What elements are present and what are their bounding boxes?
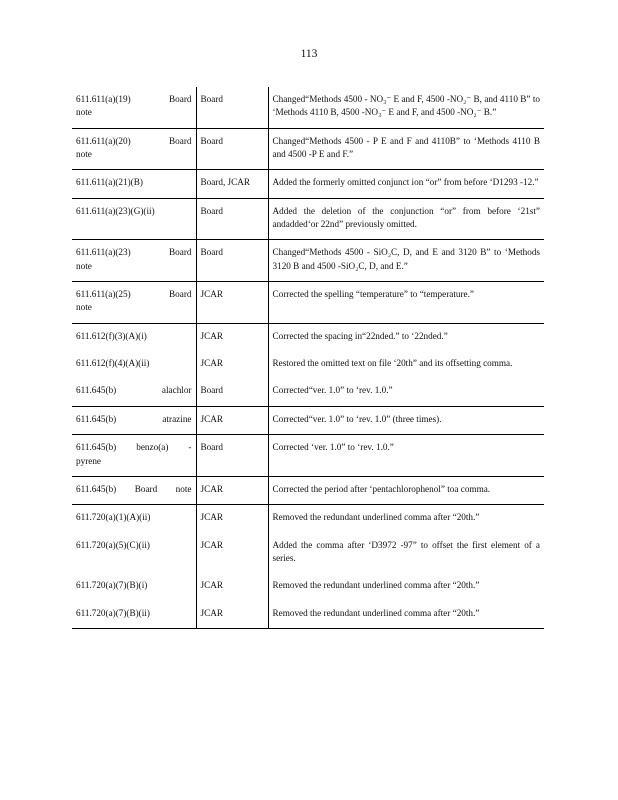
section-cell: 611.611(a)(21)(B): [72, 170, 196, 198]
table-row: [72, 87, 544, 128]
change-cell: Restored the omitted text on file ‘20th” and its offsetting comma.: [268, 351, 544, 378]
change-cell: Changed“Methods 4500 - NO₃⁻ E and F, 4500 -NO₂⁻ B, and 4110 B” to ‘Methods 4110 B, 4500 -NO₃⁻ E and F, and 4500 -NO₂⁻ B.”: [268, 87, 544, 128]
change-cell: Corrected“ver. 1.0” to ‘rev. 1.0.”: [268, 378, 544, 406]
change-cell: Removed the redundant underlined comma after “20th.”: [268, 601, 544, 629]
section-cell: 611.611(a)(23)(G)(ii): [72, 198, 196, 240]
section-cell: 611.612(f)(3)(A)(i): [76, 330, 147, 341]
section-cell: 611.645(b) benzo(a) - pyrene: [72, 435, 196, 477]
table-row: [72, 240, 544, 282]
authority-cell: Board: [196, 198, 268, 240]
table-row: [72, 435, 544, 477]
authority-cell: JCAR: [196, 406, 268, 434]
change-cell: Corrected“ver. 1.0” to ‘rev. 1.0” (three times).: [268, 406, 544, 434]
authority-cell: Board: [196, 240, 268, 282]
authority-cell: Board: [196, 378, 268, 406]
table-row: [72, 601, 544, 629]
table-row: [72, 573, 544, 600]
authority-cell: JCAR: [196, 601, 268, 629]
section-cell: 611.645(b) atrazine: [72, 406, 196, 434]
authority-cell: JCAR: [196, 351, 268, 378]
section-cell: 611.611(a)(19) Board note: [72, 87, 196, 128]
section-cell: 611.720(a)(7)(B)(i): [76, 580, 148, 591]
section-cell: 611.611(a)(20) Board note: [72, 128, 196, 170]
table-row: [72, 198, 544, 240]
change-cell: Corrected the spelling “temperature” to “temperature.”: [268, 282, 544, 324]
table-row: [72, 323, 544, 351]
table-row: [72, 406, 544, 434]
section-cell: 611.720(a)(5)(C)(ii): [76, 539, 150, 550]
authority-cell: Board: [196, 435, 268, 477]
table-row: [72, 170, 544, 198]
change-cell: Removed the redundant underlined comma after “20th.”: [268, 505, 544, 533]
authority-cell: JCAR: [196, 323, 268, 351]
change-cell: Corrected the period after ‘pentachlorophenol” toa comma.: [268, 476, 544, 504]
table-row: [72, 351, 544, 378]
table-row: [72, 282, 544, 324]
section-cell: 611.611(a)(25) Board note: [72, 282, 196, 324]
authority-cell: Board: [196, 87, 268, 128]
section-cell: 611.612(f)(4)(A)(ii): [76, 358, 150, 369]
section-cell: 611.720(a)(7)(B)(ii): [72, 601, 196, 629]
section-cell: 611.645(b) alachlor: [72, 378, 196, 406]
change-cell: Added the formerly omitted conjunct ion “or” from before ‘D1293 -12.”: [268, 170, 544, 198]
change-cell: Corrected ‘ver. 1.0” to ‘rev. 1.0.”: [268, 435, 544, 477]
authority-cell: JCAR: [196, 476, 268, 504]
authority-cell: JCAR: [196, 573, 268, 600]
revision-table: [72, 87, 544, 629]
table-row: [72, 128, 544, 170]
authority-cell: Board: [196, 128, 268, 170]
change-cell: Added the deletion of the conjunction “or” from before ‘21st” andadded‘or 22nd” previously omitted.: [268, 198, 544, 240]
table-row: [72, 533, 544, 574]
change-cell: Added the comma after ‘D3972 -97” to offset the first element of a series.: [268, 533, 544, 574]
page-number: 113: [300, 48, 318, 60]
change-cell: Changed“Methods 4500 - SiO₂C, D, and E and 3120 B” to ‘Methods 3120 B and 4500 -SiO₂C, D, and E.”: [268, 240, 544, 282]
section-cell: 611.645(b) Board note: [72, 476, 196, 504]
change-cell: Removed the redundant underlined comma after “20th.”: [268, 573, 544, 600]
authority-cell: Board, JCAR: [196, 170, 268, 198]
change-cell: Changed“Methods 4500 - P E and F and 4110B” to ‘Methods 4110 B and 4500 -P E and F.”: [268, 128, 544, 170]
authority-cell: JCAR: [196, 505, 268, 533]
table-row: [72, 476, 544, 504]
section-cell: 611.611(a)(23) Board note: [72, 240, 196, 282]
change-cell: Corrected the spacing in“22nded.” to ‘22nded.”: [268, 323, 544, 351]
authority-cell: JCAR: [196, 282, 268, 324]
table-row: [72, 378, 544, 406]
section-cell: 611.720(a)(1)(A)(ii): [76, 512, 151, 523]
authority-cell: JCAR: [196, 533, 268, 574]
table-row: [72, 505, 544, 533]
